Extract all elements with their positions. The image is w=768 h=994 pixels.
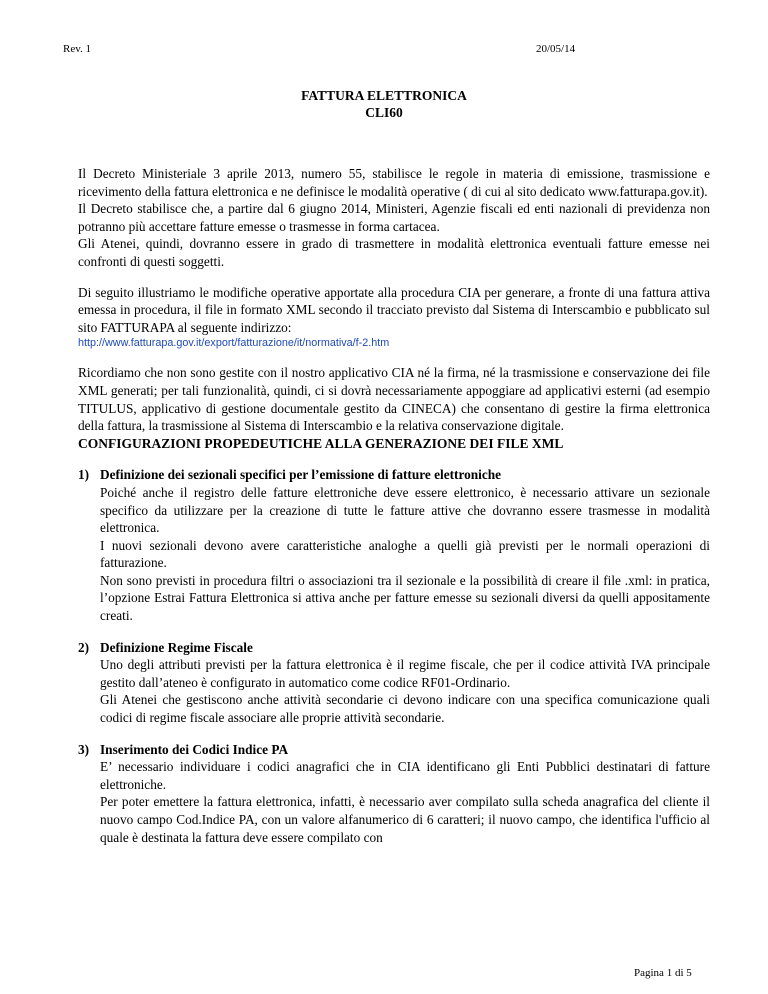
item-paragraph: Uno degli attributi previsti per la fattura elettronica è il regime fiscale, che per il codice attività IVA principale gestito dall’ateneo è configurato in automatico come codice RF01-Ordinario. (100, 657, 710, 690)
item-paragraph: Poiché anche il registro delle fatture elettroniche deve essere elettronico, è necessario attivare un sezionale specifico da utilizzare per la creazione di tutte le fatture attive che dovranno essere trasmesse in modalità elettronica. (100, 484, 710, 536)
intro-paragraph-1: Il Decreto Ministeriale 3 aprile 2013, numero 55, stabilisce le regole in materia di emissione, trasmissione e ricevimento della fattura elettronica e ne definisce le modalità operative ( di cui al sito dedicato www.fatturapa.gov.it). (78, 166, 710, 199)
item-paragraph: I nuovi sezionali devono avere caratteristiche analoghe a quelli già previsti per le normali operazioni di fatturazione. (100, 537, 710, 571)
list-item (78, 466, 710, 624)
list-item (78, 741, 710, 847)
document-date: 20/05/14 (536, 43, 576, 55)
title-line-1: FATTURA ELETTRONICA (301, 88, 467, 103)
intro-paragraph-5: Ricordiamo che non sono gestite con il nostro applicativo CIA né la firma, né la trasmissione e conservazione dei file XML generati; per tali funzionalità, quindi, ci si dovrà necessariamente appoggiare ad applicativi esterni (ad esempio TITULUS, applicativo di gestione documentale gestito da CINECA) che consentano di gestire la firma elettronica della fattura, la trasmissione al Sistema di Interscambio e la relativa conservazione digitale. (78, 365, 710, 434)
intro-paragraph-3: Gli Atenei, quindi, dovranno essere in grado di trasmettere in modalità elettronica eventuali fatture emesse nei confronti di questi soggetti. (78, 236, 710, 269)
fatturapa-link[interactable]: http://www.fatturapa.gov.it/export/fatturazione/it/normativa/f-2.htm (78, 337, 390, 350)
item-paragraph: Non sono previsti in procedura filtri o associazioni tra il sezionale e la possibilità di creare il file .xml: in pratica, l’opzione Estrai Fattura Elettronica si attiva anche per fatture emesse su sezionali diversi da quelli appositamente creati. (100, 572, 710, 624)
item-title: Definizione Regime Fiscale (100, 639, 253, 655)
page-number: Pagina 1 di 5 (634, 967, 692, 979)
revision-label: Rev. 1 (63, 43, 92, 55)
item-title: Inserimento dei Codici Indice PA (100, 741, 289, 757)
title-line-2: CLI60 (365, 105, 403, 120)
intro-paragraph-4: Di seguito illustriamo le modifiche operative apportate alla procedura CIA per generare, a fronte di una fattura attiva emessa in procedura, il file in formato XML secondo il tracciato previsto dal Sistema di Interscambio e pubblicato sul sito FATTURAPA al seguente indirizzo: (78, 284, 710, 335)
item-number: 2) (78, 639, 90, 655)
intro-paragraph-2: Il Decreto stabilisce che, a partire dal 6 giugno 2014, Ministeri, Agenzie fiscali ed enti nazionali di previdenza non potranno più accettare fatture emesse o trasmesse in forma cartacea. (78, 201, 710, 234)
item-title: Definizione dei sezionali specifici per l’emissione di fatture elettroniche (100, 467, 502, 483)
item-number: 1) (78, 467, 90, 483)
list-item (78, 639, 710, 727)
section-title: CONFIGURAZIONI PROPEDEUTICHE ALLA GENERAZIONE DEI FILE XML (78, 435, 564, 451)
item-paragraph: Gli Atenei che gestiscono anche attività secondarie ci devono indicare con una specifica comunicazione quali codici di regime fiscale associare alle proprie attività secondarie. (100, 692, 710, 726)
item-number: 3) (78, 741, 90, 757)
item-paragraph: Per poter emettere la fattura elettronica, infatti, è necessario aver compilato sulla scheda anagrafica del cliente il nuovo campo Cod.Indice PA, con un valore alfanumerico di 6 caratteri; il nuovo campo, che identifica l'ufficio al quale è destinata la fattura deve essere compilato con (100, 794, 710, 845)
document-body (78, 165, 710, 846)
document-title (0, 87, 768, 121)
item-paragraph: E’ necessario individuare i codici anagrafici che in CIA identificano gli Enti Pubblici destinatari di fatture elettroniche. (100, 759, 710, 792)
